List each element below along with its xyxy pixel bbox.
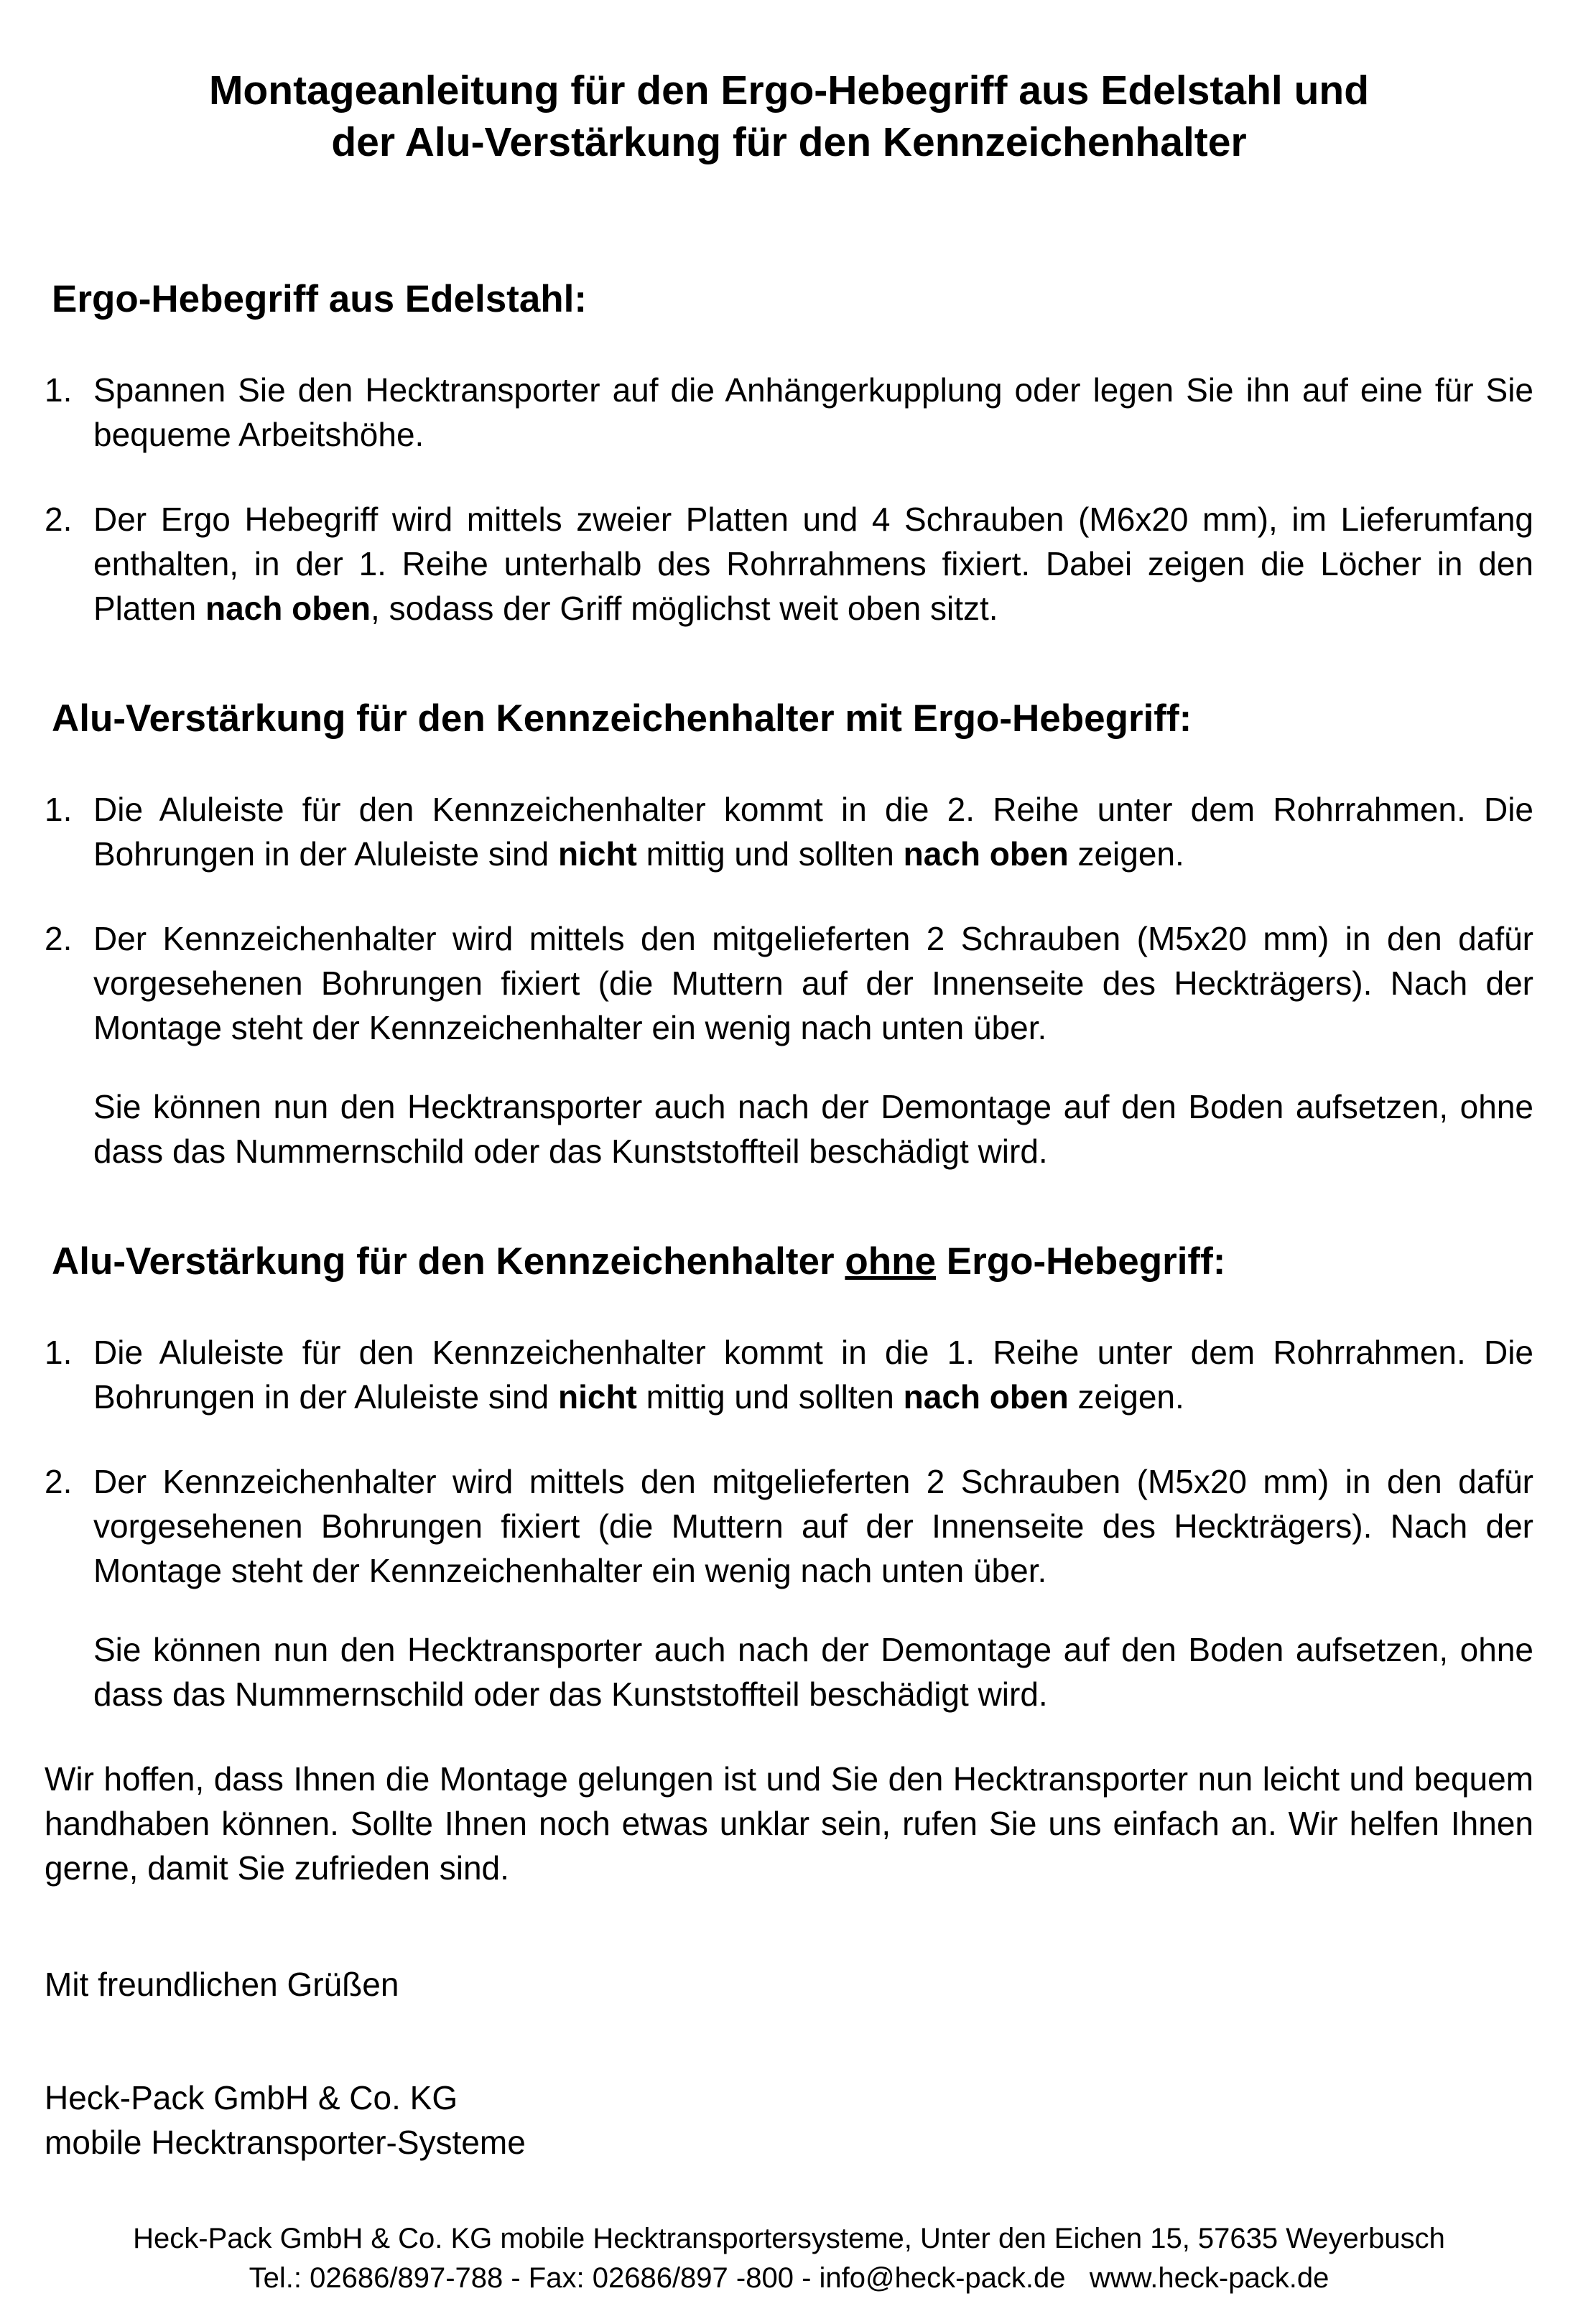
- list-item: [45, 787, 1533, 876]
- company-subtitle: mobile Hecktransporter-Systeme: [45, 2124, 526, 2161]
- bold-text-segment: nicht: [558, 835, 637, 873]
- list-item-text: Spannen Sie den Hecktransporter auf die Anhängerkupplung oder legen Sie ihn auf eine für Sie bequeme Arbeitshöhe.: [93, 371, 1533, 453]
- text-segment: mittig und sollten: [636, 1378, 904, 1416]
- text-segment: zeigen.: [1068, 1378, 1184, 1416]
- bold-text-segment: nach oben: [205, 590, 371, 627]
- list-item-number: 2.: [45, 501, 73, 538]
- text-segment: mittig und sollten: [636, 835, 904, 873]
- section-heading-ergo-hebegriff: Ergo-Hebegriff aus Edelstahl:: [52, 278, 588, 320]
- list-item-number: 1.: [45, 371, 73, 409]
- footer-contact-line: Tel.: 02686/897-788 - Fax: 02686/897 -800 - info@heck-pack.de www.heck-pack.de: [249, 2262, 1329, 2294]
- bold-text-segment: nach oben: [903, 1378, 1069, 1416]
- list-item: [45, 916, 1533, 1050]
- text-segment: , sodass der Griff möglichst weit oben sitzt.: [371, 590, 998, 627]
- text-segment: Der Ergo Hebegriff wird mittels zweier Platten und 4 Schrauben (M6x20 mm), im Lieferumfang enthalten, in der 1. Reihe unterhalb des Rohrrahmens fixiert. Dabei zeigen die Löcher in den Platten: [93, 501, 1533, 627]
- list-item: [45, 1459, 1533, 1593]
- heading-segment: Alu-Verstärkung für den Kennzeichenhalter: [52, 1240, 845, 1283]
- document-title: [45, 65, 1533, 168]
- text-segment: Die Aluleiste für den Kennzeichenhalter kommt in die 1. Reihe unter dem Rohrrahmen. Die Bohrungen in der Aluleiste sind: [93, 1334, 1533, 1416]
- text-segment: Die Aluleiste für den Kennzeichenhalter kommt in die 2. Reihe unter dem Rohrrahmen. Die Bohrungen in der Aluleiste sind: [93, 791, 1533, 873]
- list-item-number: 1.: [45, 791, 73, 828]
- list-item-text: Der Kennzeichenhalter wird mittels den mitgelieferten 2 Schrauben (M5x20 mm) in den dafür vorgesehenen Bohrungen fixiert (die Muttern auf der Innenseite des Heckträgers). Nach der Montage steht der Kennzeichenhalter ein wenig nach unten über.: [93, 920, 1533, 1046]
- list-item: [45, 368, 1533, 457]
- salutation: Mit freundlichen Grüßen: [45, 1966, 399, 2003]
- text-segment: zeigen.: [1068, 835, 1184, 873]
- list-item: [45, 497, 1533, 631]
- heading-segment: Ergo-Hebegriff:: [936, 1240, 1226, 1283]
- closing-paragraph: Wir hoffen, dass Ihnen die Montage gelungen ist und Sie den Hecktransporter nun leicht und bequem handhaben können. Sollte Ihnen noch etwas unklar sein, rufen Sie uns einfach an. Wir helfen Ihnen gerne, damit Sie zufrieden sind.: [45, 1760, 1533, 1887]
- list-item-text: Der Kennzeichenhalter wird mittels den mitgelieferten 2 Schrauben (M5x20 mm) in den dafür vorgesehenen Bohrungen fixiert (die Muttern auf der Innenseite des Heckträgers). Nach der Montage steht der Kennzeichenhalter ein wenig nach unten über.: [93, 1463, 1533, 1589]
- section-heading-alu-mit-ergo: Alu-Verstärkung für den Kennzeichenhalter mit Ergo-Hebegriff:: [52, 697, 1192, 740]
- underlined-heading-segment: ohne: [845, 1240, 936, 1283]
- title-line-1: Montageanleitung für den Ergo-Hebegriff aus Edelstahl und: [208, 68, 1370, 113]
- note-paragraph: Sie können nun den Hecktransporter auch nach der Demontage auf den Boden aufsetzen, ohne dass das Nummernschild oder das Kunststoffteil beschädigt wird.: [93, 1631, 1533, 1713]
- list-item-number: 2.: [45, 1463, 73, 1500]
- footer: [45, 2219, 1533, 2298]
- list-item-number: 1.: [45, 1334, 73, 1371]
- list-item-text: [93, 1330, 1533, 1419]
- list-item-number: 2.: [45, 920, 73, 957]
- note-paragraph: Sie können nun den Hecktransporter auch nach der Demontage auf den Boden aufsetzen, ohne dass das Nummernschild oder das Kunststoffteil beschädigt wird.: [93, 1088, 1533, 1170]
- list-item-text: [93, 787, 1533, 876]
- company-name: Heck-Pack GmbH & Co. KG: [45, 2079, 458, 2116]
- bold-text-segment: nach oben: [903, 835, 1069, 873]
- list-item-text: [93, 497, 1533, 631]
- list-item: [45, 1330, 1533, 1419]
- title-line-2: der Alu-Verstärkung für den Kennzeichenhalter: [331, 119, 1247, 165]
- section-heading-alu-ohne-ergo: [45, 1238, 1533, 1286]
- bold-text-segment: nicht: [558, 1378, 637, 1416]
- footer-address-line: Heck-Pack GmbH & Co. KG mobile Hecktransportersysteme, Unter den Eichen 15, 57635 Weyerbusch: [133, 2223, 1445, 2254]
